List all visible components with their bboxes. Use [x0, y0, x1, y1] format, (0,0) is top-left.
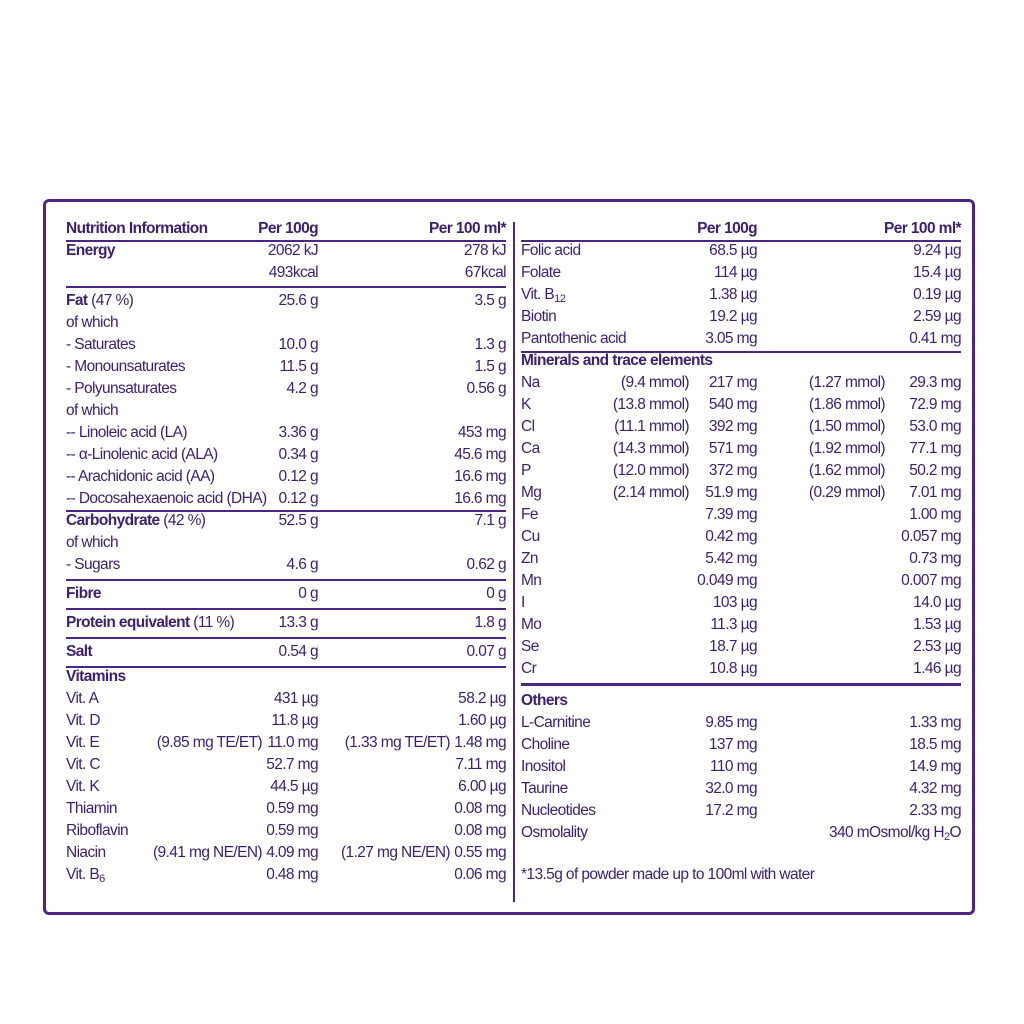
table-row [521, 734, 961, 756]
table-row [66, 488, 506, 510]
table-row [521, 460, 961, 482]
fibre-row: Fibre 0 g 0 g [66, 579, 506, 608]
cell-g: 11.0 mg [267, 734, 318, 751]
table-row [521, 592, 961, 614]
table-row [521, 306, 961, 328]
table-row [521, 240, 961, 262]
cell-name: Riboflavin [66, 822, 129, 839]
cell-name: I [521, 594, 525, 611]
cell-g: 137 mg [708, 736, 757, 753]
energy-kcal-ml: 67kcal [464, 264, 506, 281]
table-row [521, 328, 961, 350]
cell-name: P [521, 462, 531, 479]
cell-ml: 1.00 mg [909, 506, 961, 523]
cell-g: 0.34 g [278, 446, 318, 463]
cell-g: 11.3 µg [710, 616, 757, 633]
cell-g: 114 µg [714, 264, 757, 281]
cell-name: Cr [521, 660, 537, 677]
cell-ml: 16.6 mg [454, 490, 506, 507]
cell-ml: 4.32 mg [909, 780, 961, 797]
nutrition-panel [43, 199, 975, 915]
table-title: Nutrition Information [66, 220, 208, 237]
cell-ml: 6.00 µg [458, 778, 506, 795]
separator [66, 666, 506, 668]
cell-ml: 2.59 µg [913, 308, 961, 325]
energy-kj-row [66, 240, 506, 262]
cell-g: 9.85 mg [705, 714, 757, 731]
cell-m1: (9.4 mmol) [620, 374, 689, 391]
cell-ml: 1.33 mg [909, 714, 961, 731]
osmolality-row: Osmolality 340 mOsmol/kg $H_2O$ [521, 824, 961, 843]
cell-ml: 0.08 mg [454, 822, 506, 839]
fat-row [66, 290, 506, 312]
table-row [66, 754, 506, 776]
cell-ml: 77.1 mg [909, 440, 961, 457]
cell-ml: 0.057 mg [901, 528, 961, 545]
cell-ml: 1.5 g [474, 358, 506, 375]
cell-name: Cl [521, 418, 535, 435]
cell-ml: 0.007 mg [901, 572, 961, 589]
cell-name: Thiamin [66, 800, 117, 817]
table-row [66, 356, 506, 378]
cell-name: Ca [521, 440, 540, 457]
cell-g: 32.0 mg [705, 780, 757, 797]
table-row [521, 636, 961, 658]
table-row [66, 334, 506, 356]
energy-kcal-row [66, 262, 506, 284]
energy-kj-ml: 278 kJ [463, 242, 506, 259]
table-row [66, 710, 506, 732]
cell-name: Vit. D [66, 712, 101, 729]
others-header-row: Others [521, 692, 568, 709]
fat-ml: 3.5 g [474, 292, 506, 309]
carb-ml: 7.1 g [474, 512, 506, 529]
cell-ml: 18.5 mg [909, 736, 961, 753]
cell-name: Biotin [521, 308, 557, 325]
vitamin-rows [521, 306, 961, 350]
cell-name: Nucleotides [521, 802, 596, 819]
cell-g: 44.5 µg [270, 778, 318, 795]
cell-g: 51.9 mg [705, 484, 757, 501]
cell-name: Folate [521, 264, 561, 281]
table-row [66, 444, 506, 466]
cell-g: 0.049 mg [697, 572, 757, 589]
table-row [66, 688, 506, 710]
salt-row: Salt 0.54 g 0.07 g [66, 637, 506, 666]
cell-name: - Polyunsaturates [66, 380, 177, 397]
cell-name: Vit. E [66, 734, 100, 751]
table-row [521, 372, 961, 394]
cell-g: 372 mg [708, 462, 757, 479]
footnote: *13.5g of powder made up to 100ml with water [521, 866, 815, 883]
cell-m2: (1.86 mmol) [808, 396, 885, 413]
cell-m2: (1.50 mmol) [808, 418, 885, 435]
cell-m1: (2.14 mmol) [612, 484, 689, 501]
cell-ml: 2.33 mg [909, 802, 961, 819]
cell-name: Folic acid [521, 242, 581, 259]
cell-g: 392 mg [708, 418, 757, 435]
cell-m1: (14.3 mmol) [612, 440, 689, 457]
table-row [66, 842, 506, 864]
cell-g: 110 mg [710, 758, 757, 775]
table-row [66, 798, 506, 820]
separator [66, 579, 506, 581]
table-row [521, 416, 961, 438]
others-rows [521, 712, 961, 822]
cell-g: 11.8 µg [271, 712, 318, 729]
cell-g: 68.5 µg [709, 242, 757, 259]
cell-g: 0.59 mg [266, 822, 318, 839]
cell-m1: (9.85 mg TE/ET) [156, 734, 262, 751]
table-row [521, 526, 961, 548]
table-row [521, 504, 961, 526]
cell-g: 431 µg [273, 690, 318, 707]
header-row [66, 218, 506, 240]
cell-name: Mn [521, 572, 542, 589]
cell-ml: 14.0 µg [913, 594, 961, 611]
cell-g: 4.09 mg [266, 844, 318, 861]
column-divider [513, 222, 515, 902]
cell-ml: 58.2 µg [458, 690, 506, 707]
cell-m1: (13.8 mmol) [612, 396, 689, 413]
cell-name: Vit. K [66, 778, 100, 795]
cell-name: -- Arachidonic acid (AA) [66, 468, 215, 485]
of-which-row: of which [66, 534, 119, 551]
table-row [521, 482, 961, 504]
cell-ml: 7.11 mg [455, 756, 506, 773]
cell-name: Zn [521, 550, 538, 567]
mineral-rows [521, 372, 961, 680]
cell-ml: 2.53 µg [913, 638, 961, 655]
cell-name: Mg [521, 484, 542, 501]
table-row [521, 756, 961, 778]
per100g-header: Per 100g [258, 220, 318, 237]
cell-name: Fe [521, 506, 538, 523]
footnote-row [521, 864, 961, 886]
cell-ml: 0.56 g [466, 380, 506, 397]
vit-b6-row: Vit. $B_6$ 0.48 mg 0.06 mg [66, 866, 506, 885]
cell-g: 11.5 g [279, 358, 318, 375]
cell-name: -- Docosahexaenoic acid (DHA) [66, 490, 267, 507]
protein-row: Protein equivalent (11 %) 13.3 g 1.8 g [66, 608, 506, 637]
cell-g: 5.42 mg [705, 550, 757, 567]
cell-name: Vit. A [66, 690, 99, 707]
cell-ml: 1.46 µg [913, 660, 961, 677]
cell-ml: 72.9 mg [909, 396, 961, 413]
energy-kcal-g: 493kcal [268, 264, 318, 281]
fat-label: Fat (47 %) [66, 292, 134, 309]
table-row [521, 438, 961, 460]
table-row [66, 732, 506, 754]
cell-ml: 1.53 µg [913, 616, 961, 633]
cell-name: -- α-Linolenic acid (ALA) [66, 446, 218, 463]
cell-ml: 16.6 mg [454, 468, 506, 485]
cell-ml: 0.08 mg [454, 800, 506, 817]
cell-name: -- Linoleic acid (LA) [66, 424, 187, 441]
table-row [521, 712, 961, 734]
table-row [66, 820, 506, 842]
minerals-header-row: Minerals and trace elements [521, 350, 961, 372]
cell-name: - Saturates [66, 336, 136, 353]
cell-g: 3.36 g [278, 424, 318, 441]
cell-g: 7.39 mg [705, 506, 757, 523]
energy-label: Energy [66, 242, 115, 259]
cell-g: 52.7 mg [266, 756, 318, 773]
table-row [521, 800, 961, 822]
separator [66, 286, 506, 288]
table-row [66, 466, 506, 488]
cell-m2: (1.33 mg TE/ET) [344, 734, 450, 751]
cell-ml: 1.3 g [474, 336, 506, 353]
carb-row [66, 510, 506, 532]
table-row [521, 614, 961, 636]
cell-ml: 14.9 mg [909, 758, 961, 775]
cell-ml: 0.41 mg [909, 330, 961, 347]
cell-g: 18.7 µg [709, 638, 757, 655]
cell-ml: 7.01 mg [909, 484, 961, 501]
cell-name: Se [521, 638, 539, 655]
right-column [521, 218, 961, 886]
cell-m2: (1.62 mmol) [808, 462, 885, 479]
cell-name: Choline [521, 736, 570, 753]
table-row [66, 776, 506, 798]
carb-g: 52.5 g [278, 512, 318, 529]
cell-name: Cu [521, 528, 540, 545]
table-row [521, 548, 961, 570]
cell-ml: 453 mg [457, 424, 506, 441]
cell-g: 0.42 mg [705, 528, 757, 545]
table-row [521, 394, 961, 416]
cell-g: 19.2 µg [709, 308, 757, 325]
vitamin-rows [66, 688, 506, 864]
table-row [521, 262, 961, 284]
cell-name: K [521, 396, 531, 413]
cell-ml: 50.2 mg [909, 462, 961, 479]
cell-name: Mo [521, 616, 542, 633]
cell-m1: (11.1 mmol) [614, 418, 689, 435]
cell-g: 10.8 µg [709, 660, 757, 677]
per100ml-header: Per 100 ml* [429, 220, 506, 237]
cell-g: 10.0 g [278, 336, 318, 353]
cell-ml: 1.60 µg [458, 712, 506, 729]
cell-ml: 45.6 mg [454, 446, 506, 463]
cell-g: 17.2 mg [705, 802, 757, 819]
cell-name: Inositol [521, 758, 566, 775]
cell-ml: 1.48 mg [454, 734, 506, 751]
cell-g: 0.12 g [278, 490, 318, 507]
of-which-row: of which [66, 314, 119, 331]
sugars-row: - Sugars 4.6 g 0.62 g [66, 556, 506, 573]
cell-ml: 29.3 mg [909, 374, 961, 391]
cell-m1: (12.0 mmol) [612, 462, 689, 479]
cell-g: 571 mg [708, 440, 757, 457]
cell-name: Niacin [66, 844, 106, 861]
cell-m2: (1.92 mmol) [808, 440, 885, 457]
cell-name: Na [521, 374, 540, 391]
vitamins-header-row: Vitamins [66, 666, 506, 688]
cell-g: 0.12 g [278, 468, 318, 485]
header-row: Per 100g Per 100 ml* [697, 220, 961, 237]
fatty-acid-rows [66, 422, 506, 510]
table-row [521, 778, 961, 800]
separator [521, 683, 961, 686]
cell-g: 4.2 g [286, 380, 318, 397]
cell-m1: (9.41 mg NE/EN) [152, 844, 262, 861]
cell-m2: (0.29 mmol) [808, 484, 885, 501]
cell-name: Vit. C [66, 756, 101, 773]
cell-ml: 15.4 µg [913, 264, 961, 281]
vit-b12-row: Vit. $B_{12}$ 1.38 µg 0.19 µg [521, 286, 961, 305]
cell-m2: (1.27 mg NE/EN) [340, 844, 450, 861]
cell-ml: 0.55 mg [454, 844, 506, 861]
cell-g: 217 mg [708, 374, 757, 391]
cell-name: L-Carnitine [521, 714, 591, 731]
cell-ml: 9.24 µg [913, 242, 961, 259]
cell-g: 103 µg [712, 594, 757, 611]
cell-m2: (1.27 mmol) [808, 374, 885, 391]
cell-g: 540 mg [708, 396, 757, 413]
vitamin-rows [521, 240, 961, 284]
cell-ml: 53.0 mg [909, 418, 961, 435]
table-row [521, 658, 961, 680]
cell-name: Taurine [521, 780, 568, 797]
cell-name: Pantothenic acid [521, 330, 627, 347]
table-row [521, 570, 961, 592]
cell-name: - Monounsaturates [66, 358, 186, 375]
cell-g: 0.59 mg [266, 800, 318, 817]
fat-rows [66, 334, 506, 400]
fat-g: 25.6 g [278, 292, 318, 309]
table-row [66, 422, 506, 444]
carb-label: Carbohydrate (42 %) [66, 512, 206, 529]
of-which-row: of which [66, 402, 119, 419]
table-row [66, 378, 506, 400]
cell-g: 3.05 mg [705, 330, 757, 347]
cell-ml: 0.73 mg [909, 550, 961, 567]
energy-kj-g: 2062 kJ [267, 242, 318, 259]
left-column [66, 218, 506, 886]
